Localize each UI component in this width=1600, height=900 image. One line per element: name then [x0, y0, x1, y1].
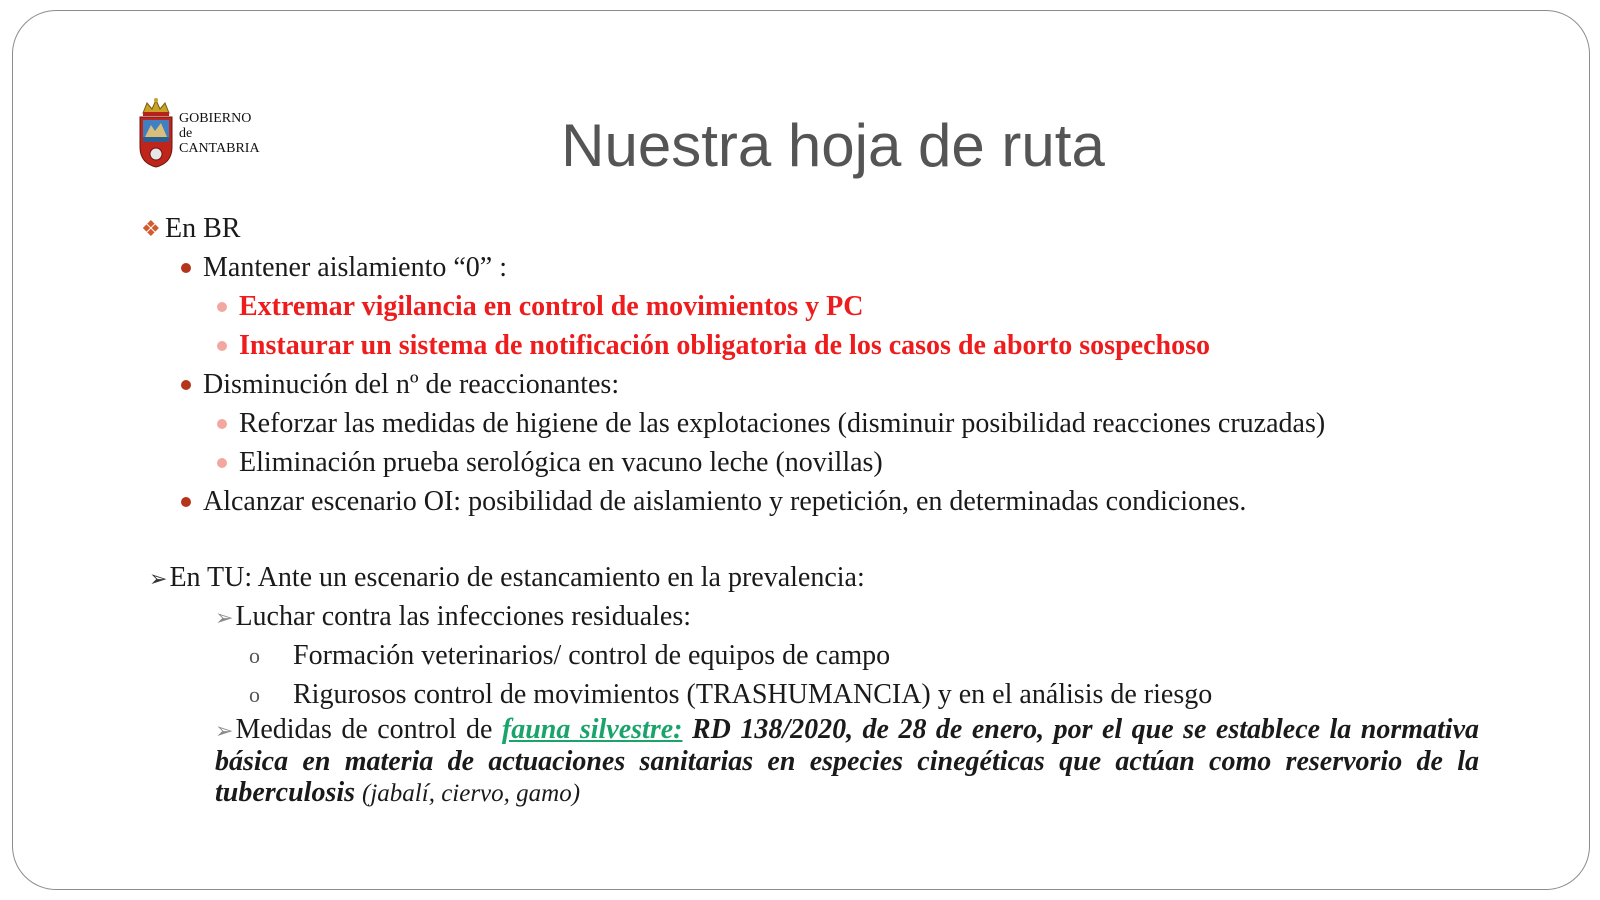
spacer	[141, 521, 1541, 558]
br-item	[141, 365, 1541, 404]
br-subitem-text: Instaurar un sistema de notificación obligatoria de los casos de aborto sospechoso	[239, 330, 1210, 361]
circle-icon	[181, 380, 191, 390]
tu-luchar-text: Luchar contra las infecciones residuales:	[235, 601, 692, 632]
logo-line-3: CANTABRIA	[179, 140, 260, 156]
slide-title: Nuestra hoja de ruta	[561, 112, 1105, 179]
br-item-text: Disminución del nº de reaccionantes:	[203, 369, 620, 400]
br-item	[141, 248, 1541, 287]
br-item	[141, 482, 1541, 521]
br-item-text: Alcanzar escenario OI: posibilidad de aislamiento y repetición, en determinadas condiciones.	[203, 486, 1247, 517]
tu-bullet	[141, 636, 1541, 675]
tu-heading-text: En TU: Ante un escenario de estancamiento en la prevalencia:	[169, 562, 865, 593]
circle-icon	[181, 263, 191, 273]
tu-bullet-text: Formación veterinarios/ control de equipos de campo	[293, 640, 891, 671]
tu-bullet-text: Rigurosos control de movimientos (TRASHUMANCIA) y en el análisis de riesgo	[293, 679, 1213, 710]
tu-bullet	[141, 675, 1541, 714]
br-item-text: Mantener aislamiento “0” :	[203, 252, 507, 283]
circle-outline-icon: o	[249, 643, 260, 668]
br-subitem	[141, 443, 1541, 482]
br-subitem-text: Extremar vigilancia en control de movimientos y PC	[239, 291, 864, 322]
medidas-prefix: Medidas de control de	[235, 714, 502, 745]
br-subitem	[141, 287, 1541, 326]
arrowhead-icon: ➢	[215, 718, 234, 743]
arrowhead-icon: ➢	[215, 605, 234, 630]
br-subitem-text: Eliminación prueba serológica en vacuno leche (novillas)	[239, 447, 883, 478]
slide	[12, 10, 1590, 890]
circle-icon	[217, 341, 227, 351]
rd-text: RD 138/2020, de 28 de enero, por el que se establece la normativa básica en materia de actuaciones sanitarias en especies cinegéticas que actúan como reservorio de la tuberculosis	[215, 714, 1480, 808]
tu-luchar	[141, 597, 1541, 636]
circle-icon	[217, 302, 227, 312]
logo-line-1: GOBIERNO	[179, 110, 252, 126]
br-heading-text: En BR	[165, 213, 241, 244]
slide-content	[141, 209, 1541, 809]
br-subitem	[141, 404, 1541, 443]
four-diamond-icon: ❖	[141, 216, 161, 241]
circle-icon	[181, 497, 191, 507]
species-text: (jabalí, ciervo, gamo)	[362, 780, 581, 807]
br-subitem	[141, 326, 1541, 365]
arrowhead-icon: ➢	[149, 566, 168, 591]
logo-line-2: de	[179, 125, 193, 141]
tu-medidas-paragraph	[215, 714, 1479, 809]
br-heading	[141, 209, 1541, 248]
fauna-silvestre-link[interactable]: fauna silvestre:	[501, 714, 683, 745]
circle-icon	[217, 458, 227, 468]
circle-outline-icon: o	[249, 682, 260, 707]
br-subitem-text: Reforzar las medidas de higiene de las explotaciones (disminuir posibilidad reacciones cruzadas)	[239, 408, 1326, 439]
tu-heading	[141, 558, 1541, 597]
circle-icon	[217, 419, 227, 429]
